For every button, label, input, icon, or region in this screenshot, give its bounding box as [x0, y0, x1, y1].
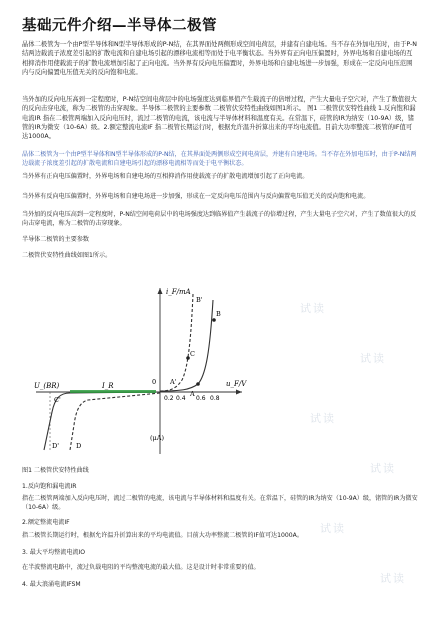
section-2-text: 指二极管长期运行时，根据允许温升折算出来的平均电流值。目前大功率整流二极管的IF值可达1000A。	[22, 532, 303, 539]
section-1-text: 指在二极管两端加入反向电压时，流过二极管的电流，该电流与半导体材料和温度有关。在常温下，硅管的IR为纳安（10-9A）级，锗管的IR为微安（10-6A）级。	[22, 495, 418, 512]
section-1-heading: 1.反向饱和漏电流IR	[22, 483, 77, 490]
body-paragraph-3: 当外界有反向电压偏置时，外界电场和自建电场进一步加强，形成在一定反向电压范围内与反向偏置电压值无关的反向饱和电流。	[22, 193, 370, 200]
body-paragraph-2: 当外界有正向电压偏置时，外界电场和自建电场的互相抑消作用使载流子的扩散电流增加引起了正向电流。	[22, 173, 309, 180]
page-title: 基础元件介绍—半导体二极管	[22, 18, 217, 34]
section-3-heading: 3. 最大平均整流电流IO	[22, 549, 86, 556]
intro-paragraph-2: 当外加的反向电压高到一定程度时，P-N结空间电荷层中的电场强度达到临界值产生载流子的倍增过程，产生大量电子空穴对，产生了数值很大的反向击穿电流，称为二极管的击穿现象。半导体二极管的主要参数 二极管伏安特性曲线如图1所示。 图1 二极管伏安特性曲线 1.反向饱和漏电流IR 指在二极管两端加入反向电压时，流过二极管的电流，该电流与半导体材料和温度有关。在常温下，硅管的IR为纳安（10-9A）级，锗管的IR为微安（10-6A）级。2.额定整流电流IF 指二极管长期运行时，根据允许温升折算出来的平均电流值。目前大功率整流二极管的IF值可达1000A。	[22, 96, 417, 141]
tick-0-6: 0.6	[196, 395, 206, 402]
origin-label: 0	[152, 378, 157, 386]
point-c: C	[190, 350, 195, 358]
tick-0-2: 0.2	[164, 395, 174, 402]
tick-0-8: 0.8	[210, 395, 220, 402]
point-b-prime: B'	[196, 296, 203, 304]
figure-caption: 图1 二极管伏安特性曲线	[22, 467, 89, 474]
reverse-current-label: I_R	[102, 382, 114, 390]
intro-paragraph-1: 晶体二极管为一个由P型半导体和N型半导体形成的P-N结，在其界面处两侧形成空间电荷层，并建有自建电场。当不存在外加电压时，由于P-N结两边载流子浓度差引起的扩散电流和自建电场引起的漂移电流相等而处于电平衡状态。当外界有正向电压偏置时，外界电场和自建电场的互相抑消作用使载流子的扩散电流增加引起了正向电流。当外界有反向电压偏置时，外界电场和自建电场进一步加强，形成在一定反向电压范围内与反向偏置电压值无关的反向饱和电流。	[22, 41, 418, 76]
breakdown-voltage-label: U_(BR)	[34, 382, 60, 390]
watermark: 试读	[380, 572, 406, 585]
body-paragraph-5: 半导体二极管的主要参数	[22, 236, 90, 243]
point-b: B	[216, 310, 221, 318]
point-a-prime: A'	[170, 378, 177, 386]
tick-0-4: 0.4	[176, 395, 186, 402]
point-d-prime: D'	[52, 442, 59, 450]
watermark: 试读	[370, 462, 396, 475]
unit-label: (μA)	[150, 434, 164, 442]
watermark: 试读	[320, 522, 346, 535]
body-paragraph-4: 当外加的反向电压高到一定程度时，P-N结空间电荷层中的电场强度达到临界值产生载流子的倍增过程，产生大量电子空穴对，产生了数值很大的反向击穿电流，称为二极管的击穿现象。	[22, 211, 417, 228]
y-axis-label: i_F/mA	[166, 288, 191, 296]
iv-curve-figure	[30, 280, 248, 458]
x-axis-label: u_F/V	[226, 380, 247, 388]
section-3-text: 在半波整流电路中，流过负载电阻的平均整流电流的最大值。这是设计时非常重要的值。	[22, 564, 260, 571]
section-4-heading: 4. 最大浪涌电流IFSM	[22, 581, 81, 588]
watermark: 试读	[360, 352, 386, 365]
section-2-heading: 2.额定整流电流IF	[22, 519, 70, 526]
point-c-prime: C'	[54, 396, 61, 404]
watermark: 试读	[310, 412, 336, 425]
point-a: A	[190, 390, 195, 398]
body-paragraph-1: 晶体二极管为一个由P型半导体和N型半导体形成的P-N结，在其界面处两侧形成空间电荷层，并建有自建电场。当不存在外加电压时，由于P-N结两边载流子浓度差引起的扩散电流和自建电场引起的漂移电流相等而处于电平衡状态。	[22, 151, 417, 168]
point-d: D	[76, 442, 82, 450]
watermark: 试读	[300, 302, 326, 315]
body-paragraph-6: 二极管伏安特性曲线如图1所示。	[22, 252, 112, 259]
